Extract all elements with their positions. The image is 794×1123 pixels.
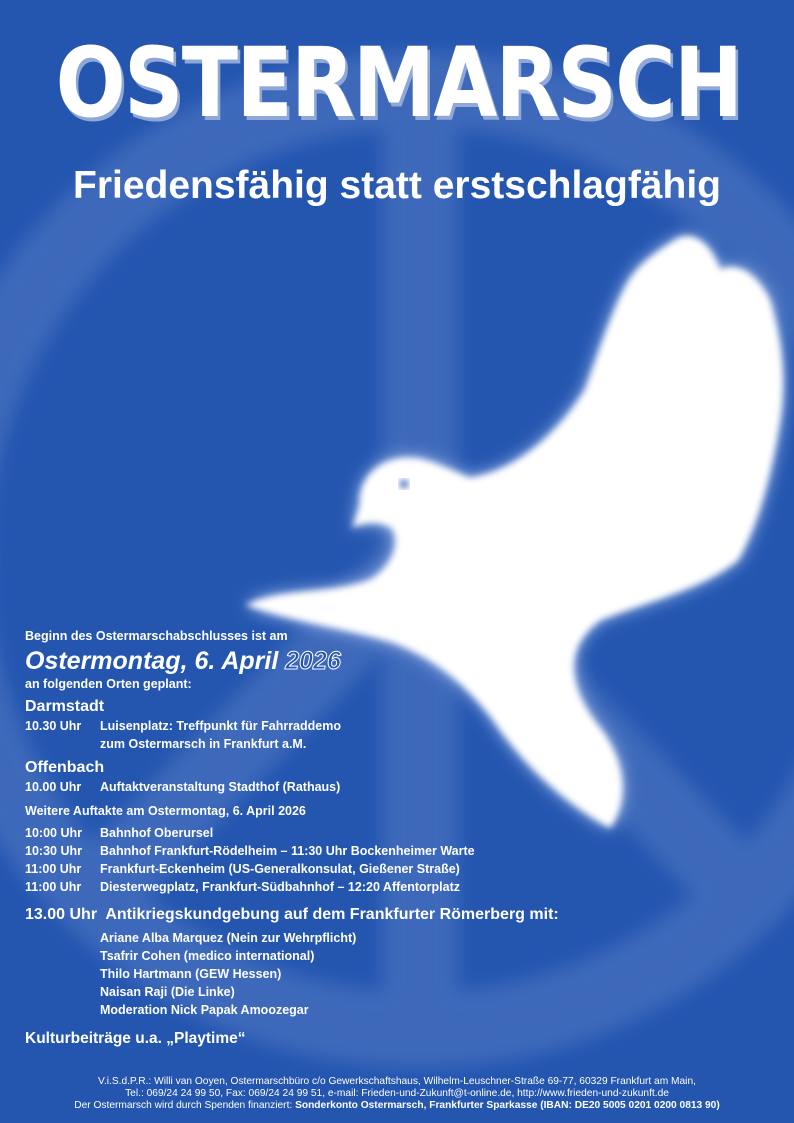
kundgebung-heading: 13.00 Uhr Antikriegskundgebung auf dem Frankfurter Römerberg mit:	[25, 906, 559, 923]
list-item	[25, 878, 785, 896]
list-item-text: Frankfurt-Eckenheim (US-Generalkonsulat, Gießener Straße)	[100, 862, 460, 876]
speaker-item: Moderation Nick Papak Amoozegar	[100, 1003, 309, 1017]
speaker-item: Thilo Hartmann (GEW Hessen)	[100, 967, 282, 981]
footer-imprint	[0, 1076, 794, 1112]
poster-subtitle: Friedensfähig statt erstschlagfähig	[73, 164, 721, 207]
list-item-time: 10:30 Uhr	[25, 844, 82, 858]
event-info	[25, 628, 785, 1049]
list-item-text: Diesterwegplatz, Frankfurt-Südbahnhof – 12:20 Affentorplatz	[100, 880, 460, 894]
weitere-list	[25, 824, 785, 896]
footer-line1: V.i.S.d.P.R.: Willi van Ooyen, Ostermarschbüro c/o Gewerkschaftshaus, Wilhelm-Leuschner-Straße 69-77, 60329 Frankfurt am Main,	[98, 1076, 696, 1087]
list-item-text: Bahnhof Oberursel	[100, 826, 214, 840]
list-item-time: 10:00 Uhr	[25, 826, 82, 840]
list-item-time: 11:00 Uhr	[25, 880, 82, 894]
speaker-item: Ariane Alba Marquez (Nein zur Wehrpflicht)	[100, 931, 357, 945]
offenbach-time: 10.00 Uhr	[25, 780, 82, 794]
event-date	[25, 646, 785, 676]
intro-text: Beginn des Ostermarschabschlusses ist am	[25, 629, 288, 643]
darmstadt-heading: Darmstadt	[25, 698, 105, 715]
event-date-year: 2026	[285, 647, 341, 675]
kultur-text: Kulturbeiträge u.a. „Playtime“	[25, 1030, 246, 1047]
darmstadt-line1: Luisenplatz: Treffpunkt für Fahrraddemo	[100, 719, 341, 733]
list-item	[25, 842, 785, 860]
footer-line3	[0, 1100, 794, 1112]
darmstadt-line2: zum Ostermarsch in Frankfurt a.M.	[100, 737, 307, 751]
list-item	[25, 860, 785, 878]
places-intro: an folgenden Orten geplant:	[25, 677, 192, 691]
list-item	[25, 824, 785, 842]
darmstadt-time: 10.30 Uhr	[25, 719, 82, 733]
speaker-item: Tsafrir Cohen (medico international)	[100, 949, 315, 963]
event-date-main: Ostermontag, 6. April	[25, 647, 279, 675]
list-item-text: Bahnhof Frankfurt-Rödelheim – 11:30 Uhr Bockenheimer Warte	[100, 844, 475, 858]
offenbach-line1: Auftaktveranstaltung Stadthof (Rathaus)	[100, 780, 341, 794]
speaker-item: Naisan Raji (Die Linke)	[100, 985, 235, 999]
footer-line3-prefix: Der Ostermarsch wird durch Spenden finanziert:	[74, 1100, 296, 1111]
footer-line2: Tel.: 069/24 24 99 50, Fax: 069/24 24 99 51, e-mail: Frieden-und-Zukunft@t-online.de, http://www.frieden-und-zukunft.de	[125, 1088, 669, 1099]
speaker-list	[25, 929, 785, 1019]
offenbach-heading: Offenbach	[25, 759, 105, 776]
darmstadt-row	[25, 717, 785, 735]
list-item-time: 11:00 Uhr	[25, 862, 82, 876]
offenbach-row	[25, 778, 785, 796]
footer-bank-account: Sonderkonto Ostermarsch, Frankfurter Sparkasse (IBAN: DE20 5005 0201 0200 0813 90)	[295, 1100, 720, 1111]
weitere-heading: Weitere Auftakte am Ostermontag, 6. April 2026	[25, 804, 306, 818]
poster-title: OSTERMARSCH	[55, 27, 742, 139]
